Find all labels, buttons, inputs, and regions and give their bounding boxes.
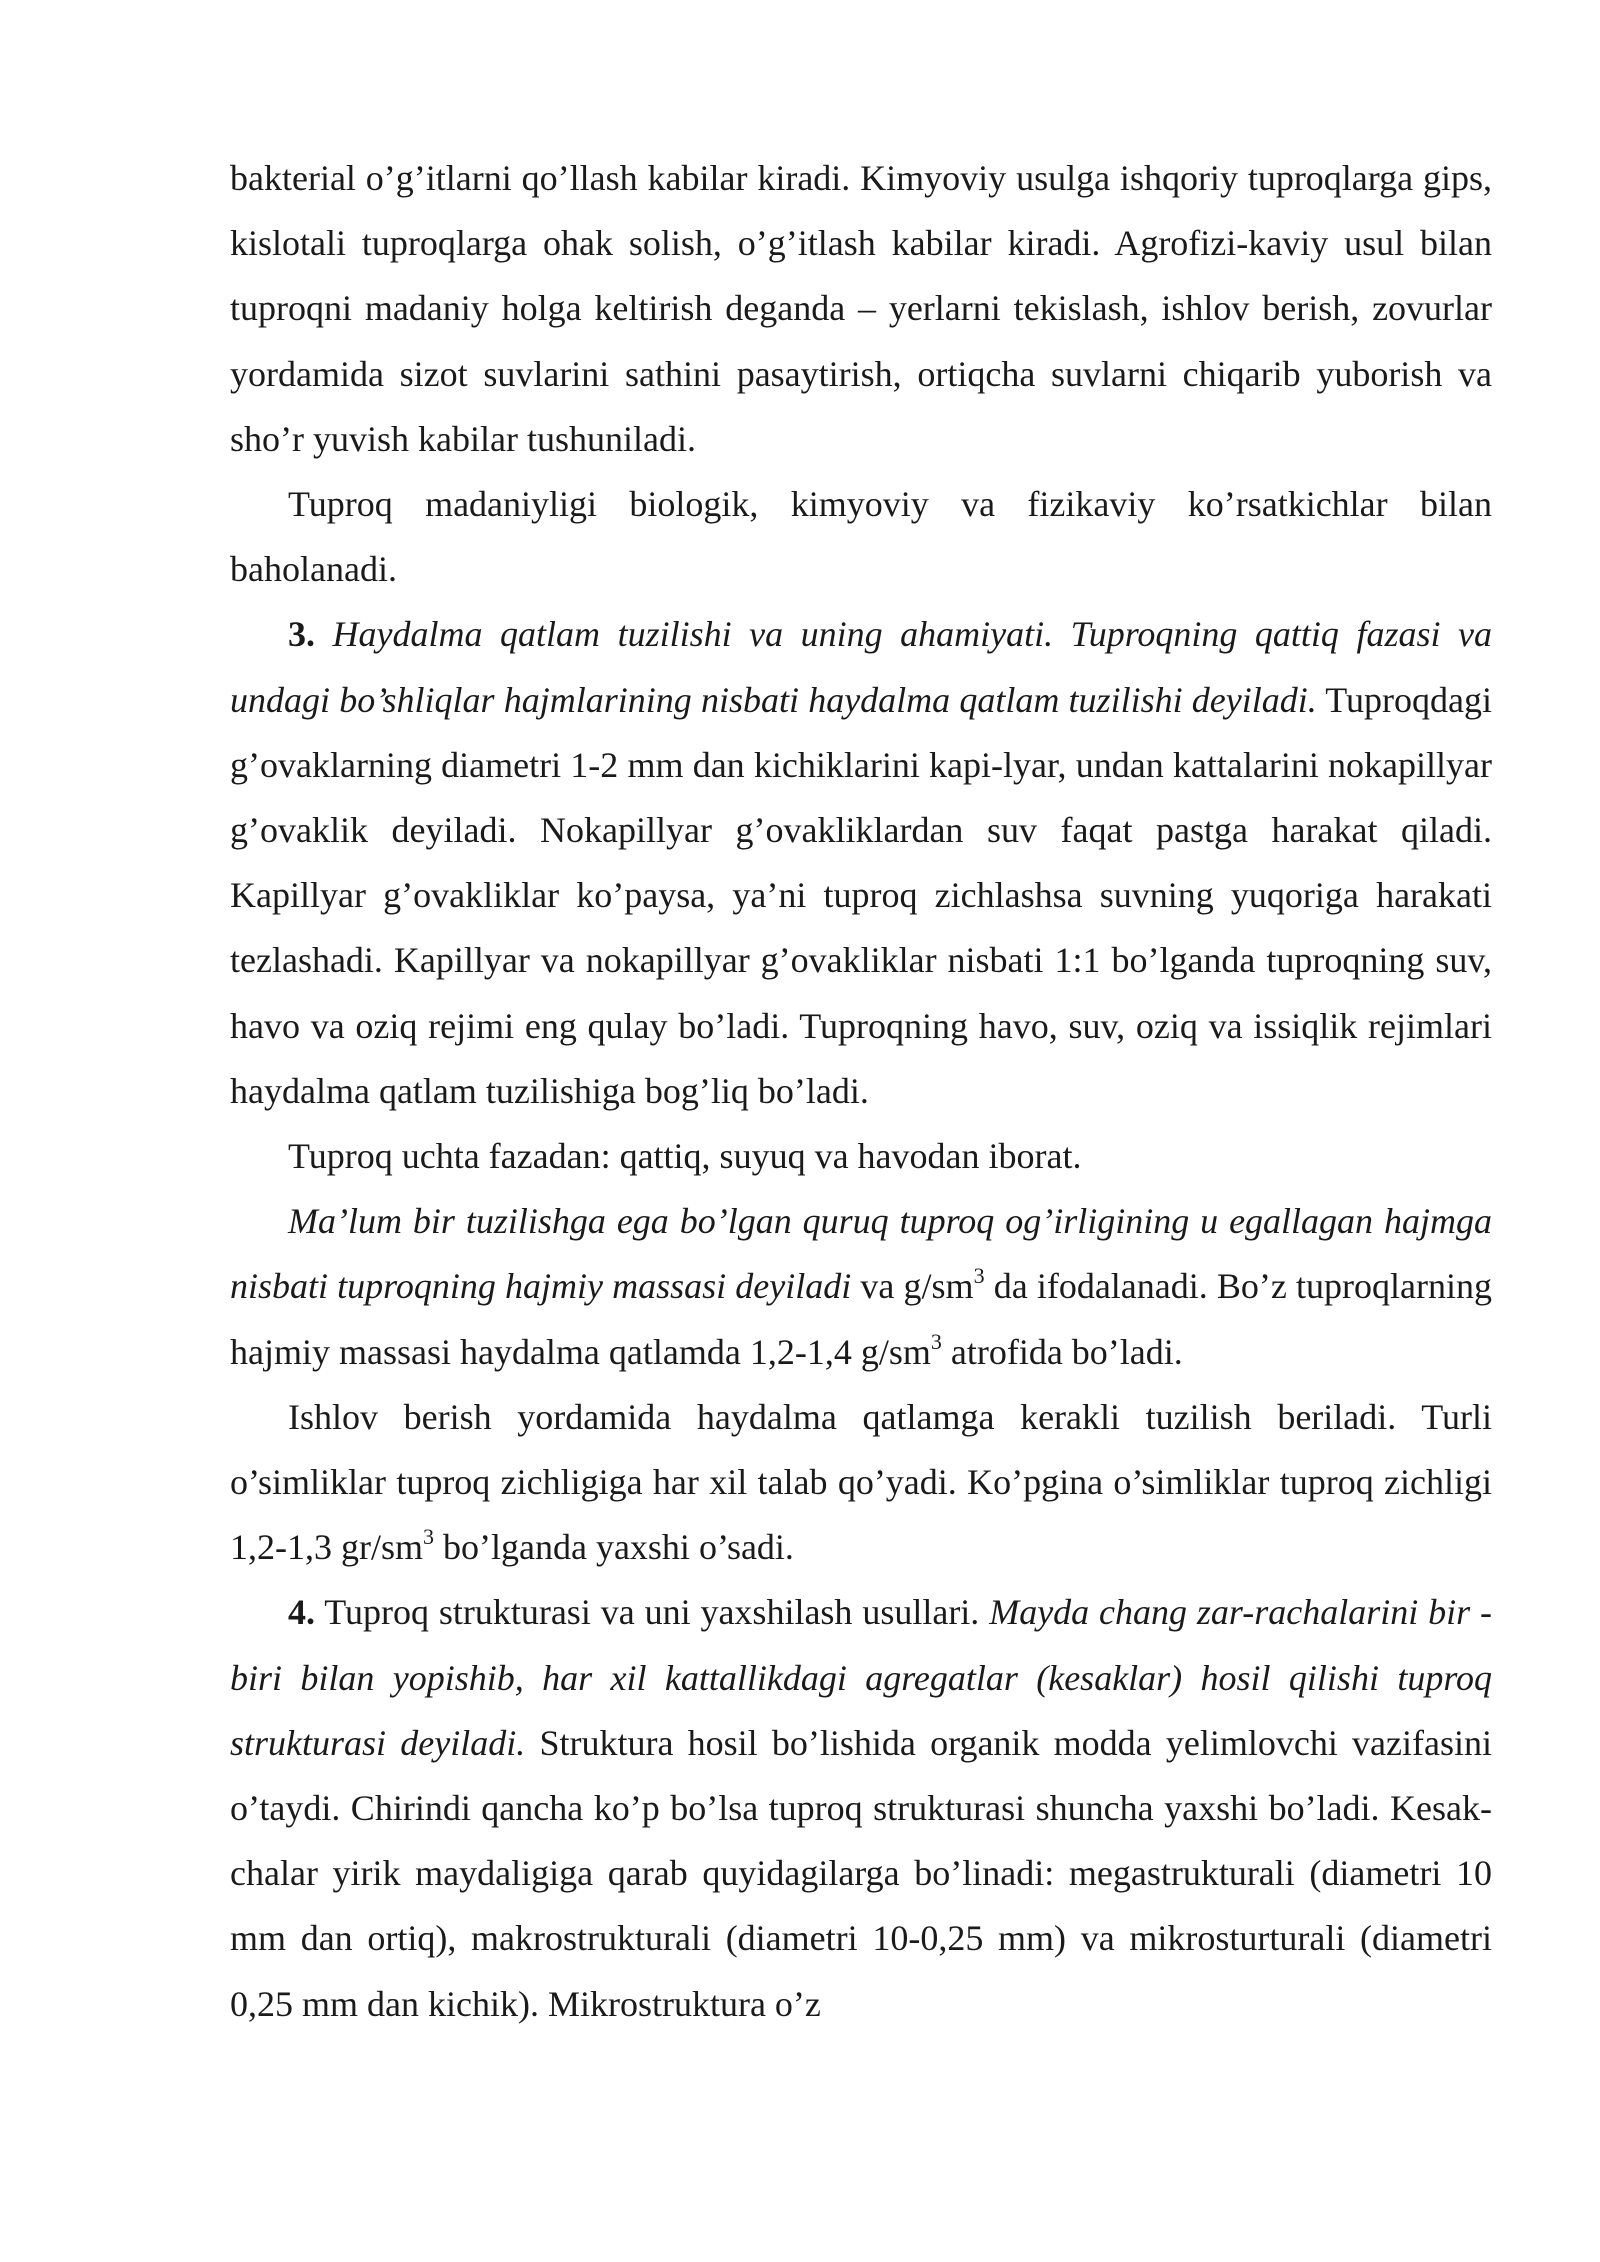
section-number: 3.: [288, 614, 315, 655]
superscript: 3: [423, 1524, 434, 1550]
paragraph-6-text-b: bo’lganda yaxshi o’sadi.: [434, 1527, 794, 1568]
definition-text: Ma’lum bir tuzilishga ega bo’lgan quruq tuproq og’irligining u egallagan hajmga nisbati tuproqning hajmiy massasi deyiladi: [230, 1201, 1492, 1307]
section-heading-definition: Haydalma qatlam tuzilishi va uning ahamiyati. Tuproqning qattiq fazasi va undagi bo’shliqlar hajmlarining nisbati haydalma qatlam tuzilishi deyiladi.: [230, 614, 1492, 720]
paragraph-3-text: Tuproqdagi g’ovaklarning diametri 1-2 mm dan kichiklarini kapi-lyar, undan kattalarini nokapillyar g’ovaklik deyiladi. Nokapillyar g’ovakliklardan suv faqat pastga harakat qiladi. Kapillyar g’ovakliklar ko’paysa, ya’ni tuproq zichlashsa suvning yuqoriga harakati tezlashadi. Kapillyar va nokapillyar g’ovakliklar nisbati 1:1 bo’lganda tuproqning suv, havo va oziq rejimi eng qulay bo’ladi. Tuproqning havo, suv, oziq va issiqlik rejimlari haydalma qatlam tuzilishiga bog’liq bo’ladi.: [230, 679, 1492, 1111]
paragraph-1-text: bakterial o’g’itlarni qo’llash kabilar kiradi. Kimyoviy usulga ishqoriy tuproqlarga gips, kislotali tuproqlarga ohak solish, o’g’itlash kabilar kiradi. Agrofizi-kaviy usul bilan tuproqni madaniy holga keltirish deganda – yerlarni tekislash, ishlov berish, zovurlar yordamida sizot suvlarini sathini pasaytirish, ortiqcha suvlarni chiqarib yuborish va sho’r yuvish kabilar tushuniladi.: [230, 158, 1492, 459]
paragraph-7: [230, 1580, 1492, 2036]
paragraph-4: [230, 1124, 1492, 1189]
paragraph-5-text-a: va g/sm: [851, 1266, 974, 1307]
paragraph-2-text: Tuproq madaniyligi biologik, kimyoviy va fizikaviy ko’rsatkichlar bilan baholanadi.: [230, 484, 1492, 590]
superscript: 3: [973, 1263, 985, 1289]
document-page: [230, 146, 1492, 2037]
paragraph-1: [230, 146, 1492, 472]
paragraph-5: [230, 1189, 1492, 1385]
paragraph-6: [230, 1385, 1492, 1581]
paragraph-6-text-a: Ishlov berish yordamida haydalma qatlamga kerakli tuzilish beriladi. Turli o’simliklar tuproq zichligiga har xil talab qo’yadi. Ko’pgina o’simliklar tuproq zichligi 1,2-1,3 gr/sm: [230, 1396, 1492, 1568]
section-number: 4.: [288, 1592, 315, 1633]
paragraph-2: [230, 472, 1492, 602]
paragraph-3: [230, 602, 1492, 1124]
definition-text: Mayda chang zar-rachalarini bir - biri bilan yopishib, har xil kattallikdagi agregatlar (kesaklar) hosil qilishi tuproq strukturasi deyiladi.: [230, 1592, 1492, 1763]
paragraph-5-text-c: atrofida bo’ladi.: [941, 1331, 1183, 1372]
paragraph-7-text: Struktura hosil bo’lishida organik modda yelimlovchi vazifasini o’taydi. Chirindi qancha ko’p bo’lsa tuproq strukturasi shuncha yaxshi bo’ladi. Kesak-chalar yirik maydaligiga qarab quyidagilarga bo’linadi: megastrukturali (diametri 10 mm dan ortiq), makrostrukturali (diametri 10-0,25 mm) va mikrosturturali (diametri 0,25 mm dan kichik). Mikrostruktura o’z: [230, 1722, 1492, 2024]
section-heading: Tuproq strukturasi va uni yaxshilash usullari.: [315, 1592, 990, 1633]
paragraph-5-text-b: da ifodalanadi. Bo’z tuproqlarning hajmiy massasi haydalma qatlamda 1,2-1,4 g/sm: [230, 1266, 1492, 1372]
superscript: 3: [930, 1328, 942, 1354]
paragraph-4-text: Tuproq uchta fazadan: qattiq, suyuq va havodan iborat.: [288, 1136, 1082, 1177]
